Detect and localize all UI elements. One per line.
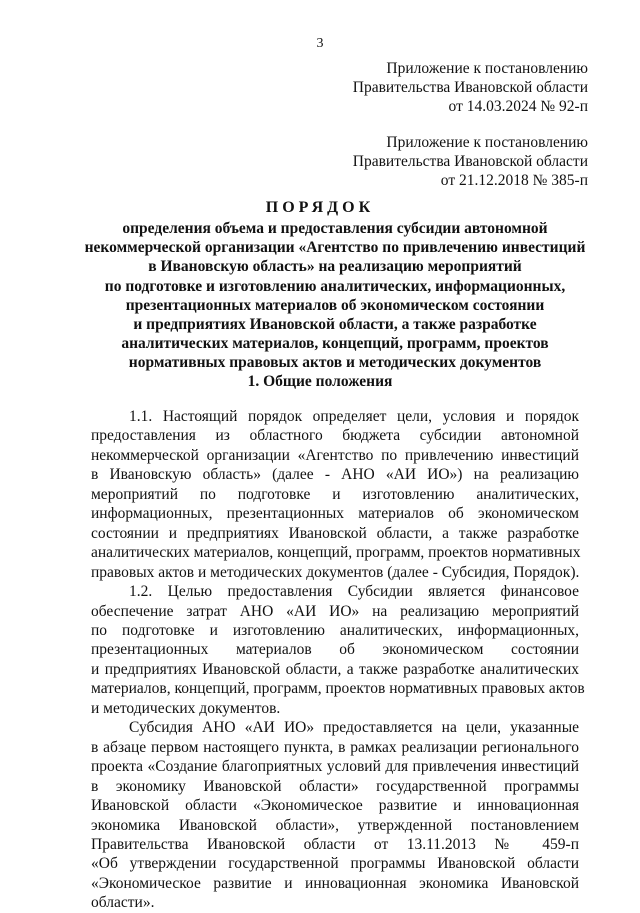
text-line: презентационных материалов об экономическом состоянии [91, 641, 579, 659]
approval-note-original [353, 133, 588, 190]
subtitle-line: определения объема и предоставления субсидии автономной [122, 220, 548, 237]
text-line: предоставления из областного бюджета субсидии автономной [91, 427, 579, 445]
text-line: материалов, концепций, программ, проектов нормативных правовых актов [91, 680, 585, 698]
subtitle-line: некоммерческой организации «Агентство по привлечению инвестиций [84, 239, 586, 257]
text-line: в Ивановскую область» (далее - АНО «АИ ИО») на реализацию [91, 466, 579, 484]
text-line: обеспечение затрат АНО «АИ ИО» на реализацию мероприятий [91, 602, 579, 620]
text-line: и предприятиях Ивановской области, а также разработке аналитических [91, 660, 579, 678]
text-line: области». [91, 894, 155, 912]
approval-line: Приложение к постановлению [386, 134, 588, 151]
text-line: правовых актов и методических документов (далее - Субсидия, Порядок). [91, 563, 580, 581]
text-line: «Об утверждении государственной программы Ивановской области [91, 855, 579, 873]
subtitle-line: нормативных правовых актов и методических документов [128, 354, 542, 372]
text-line: мероприятий по подготовке и изготовлению аналитических, [91, 485, 579, 503]
approval-line: от 21.12.2018 № 385-п [440, 172, 588, 189]
paragraph-subsidy-goals [91, 718, 579, 913]
text-line: в абзаце первом настоящего пункта, в рамках реализации регионального [91, 738, 579, 756]
text-line: 1.2. Целью предоставления Субсидии является финансовое [129, 583, 579, 601]
document-body [91, 407, 585, 913]
subtitle-line: по подготовке и изготовлению аналитических, информационных, [104, 277, 566, 295]
section-heading: 1. Общие положения [247, 373, 393, 390]
text-line: 1.1. Настоящий порядок определяет цели, условия и порядок [129, 408, 579, 425]
text-line: состоянии и предприятиях Ивановской области, а также разработке [91, 524, 579, 542]
text-line: и методических документов. [91, 699, 281, 717]
approval-line: от 14.03.2024 № 92-п [448, 98, 588, 115]
page-number: 3 [316, 36, 324, 51]
document-title: ПОРЯДОК [265, 199, 375, 216]
approval-note-current [353, 59, 588, 116]
text-line: аналитических материалов, концепций, программ, проектов нормативных [91, 544, 581, 562]
text-line: Субсидия АНО «АИ ИО» предоставляется на цели, указанные [129, 719, 579, 737]
text-line: Ивановской области «Экономическое развитие и инновационная [91, 797, 579, 815]
approval-line: Правительства Ивановской области [352, 79, 588, 96]
document-subtitle [60, 219, 610, 373]
paragraph-1-2 [91, 582, 585, 718]
text-line: проекта «Создание благоприятных условий для привлечения инвестиций [91, 758, 579, 776]
approval-line: Правительства Ивановской области [352, 153, 588, 170]
paragraph-1-1 [91, 407, 579, 582]
text-line: информационных, презентационных материалов об экономическом [91, 505, 579, 523]
subtitle-line: аналитических материалов, концепций, программ, проектов [121, 335, 549, 353]
subtitle-line: презентационных материалов об экономическом состоянии [125, 296, 545, 314]
subtitle-line: и предприятиях Ивановской области, а также разработке [133, 316, 537, 334]
subtitle-line: в Ивановскую область» на реализацию мероприятий [148, 258, 522, 276]
text-line: экономика Ивановской области», утвержденной постановлением [91, 816, 579, 834]
text-line: «Экономическое развитие и инновационная экономика Ивановской [91, 874, 579, 892]
text-line: по подготовке и изготовлению аналитических, информационных, [91, 621, 579, 639]
text-line: некоммерческой организации «Агентство по привлечению инвестиций [91, 446, 579, 464]
approval-line: Приложение к постановлению [386, 60, 588, 77]
text-line: Правительства Ивановской области от 13.11.2013 № 459-п [91, 835, 579, 853]
text-line: в экономику Ивановской области» государственной программы [91, 777, 579, 795]
